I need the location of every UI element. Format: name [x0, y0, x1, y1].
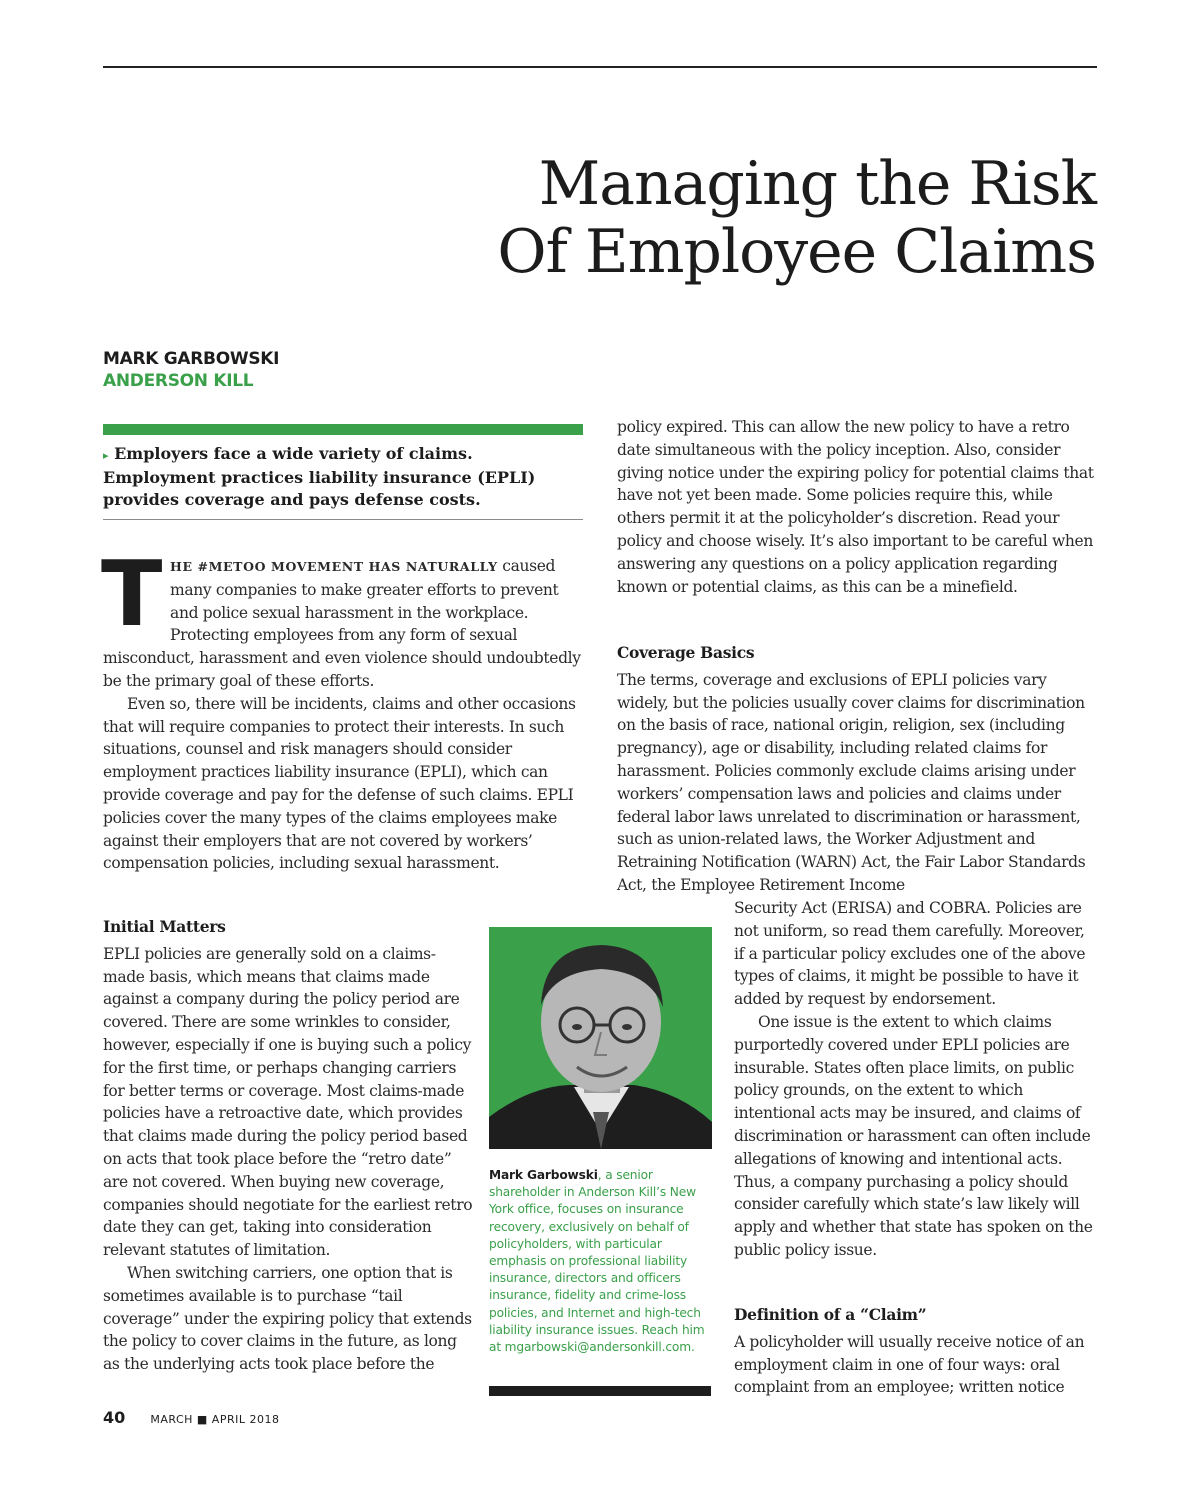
coverage-basics-continued: [734, 897, 1099, 1262]
deck: [103, 443, 573, 511]
continued-paragraph: policy expired. This can allow the new policy to have a retro date simultaneous with the policy inception. Also, consider giving notice under the expiring policy for potential claims that have not yet been made. Some policies require this, while others permit it at the policyholder’s discretion. Read your policy and choose wisely. It’s also important to be careful when answering any questions on a policy application regarding known or potential claims, as this can be a minefield.: [617, 418, 1094, 596]
intro-paragraph-1: [101, 542, 583, 693]
initial-matters-paragraph-1: EPLI policies are generally sold on a claims-made basis, which means that claims made against a company during the policy period are covered. There are some wrinkles to consider, however, especially if one is buying such a policy for the first time, or perhaps changing carriers for better terms or coverage. Most claims-made policies have a retroactive date, which provides that claims made during the policy period based on acts that took place before the “retro date” are not covered. When buying new coverage, companies should negotiate for the earliest retro date they can get, taking into consideration relevant statutes of limitation.: [103, 944, 473, 1260]
page-number: 40: [103, 1408, 126, 1427]
page-footer: [103, 1408, 279, 1427]
initial-matters-heading: Initial Matters: [103, 917, 226, 936]
lead-in: HE #METOO MOVEMENT HAS NATURALLY: [170, 559, 498, 574]
coverage-basics-section: [617, 642, 1097, 897]
initial-matters-paragraph-2: When switching carriers, one option that is sometimes available is to purchase “tail coverage” under the expiring policy that extends the policy to cover claims in the future, as long as the underlying acts took place before the: [103, 1263, 472, 1374]
deck-accent-bar: [103, 424, 583, 435]
initial-matters-section: [103, 916, 475, 1376]
caption-author-name: Mark Garbowski: [489, 1168, 598, 1182]
coverage-basics-paragraph-1-cont: Security Act (ERISA) and COBRA. Policies are not uniform, so read them carefully. Moreover, if a particular policy excludes one of the above types of claims, it might be possible to have it added by request by endorsement.: [734, 899, 1086, 1009]
deck-text: Employers face a wide variety of claims. Employment practices liability insurance (EPLI) provides coverage and pays defense costs.: [103, 444, 536, 509]
article-title: [497, 150, 1096, 286]
issue-date: MARCH ■ APRIL 2018: [150, 1413, 280, 1426]
deck-divider: [103, 519, 583, 520]
coverage-basics-paragraph-2: One issue is the extent to which claims purportedly covered under EPLI policies are insurable. States often place limits, on public policy grounds, on the extent to which intentional acts may be insured, and claims of discrimination or harassment can often include allegations of knowing and intentional acts. Thus, a company purchasing a policy should consider carefully which state’s law likely will apply and whether that state has spoken on the public policy issue.: [734, 1012, 1093, 1259]
portrait-illustration: [489, 927, 712, 1149]
title-line-2: Of Employee Claims: [497, 217, 1096, 287]
author-firm: ANDERSON KILL: [103, 371, 254, 391]
author-caption: [489, 1167, 711, 1356]
author-photo: [489, 927, 712, 1149]
coverage-basics-heading: Coverage Basics: [617, 643, 755, 662]
byline: [103, 348, 279, 392]
top-rule: [103, 66, 1097, 68]
intro-paragraph-2: Even so, there will be incidents, claims and other occasions that will require companies to protect their interests. In such situations, counsel and risk managers should consider employment practices liability insurance (EPLI), which can provide coverage and pay for the defense of such claims. EPLI policies cover the many types of the claims employees make against their employers that are not covered by workers’ compensation policies, including sexual harassment.: [103, 694, 576, 873]
intro-section: [101, 542, 583, 875]
caption-bar: [489, 1386, 711, 1396]
intro-p1-text: caused many companies to make greater efforts to prevent and police sexual harassment in the workplace. Protecting employees from any form of sexual misconduct, harassment and even violence should undoubtedly be the primary goal of these efforts.: [103, 557, 581, 690]
definition-paragraph-1: A policyholder will usually receive notice of an employment claim in one of four ways: oral complaint from an employee; written notice: [734, 1332, 1085, 1397]
definition-heading: Definition of a “Claim”: [734, 1305, 927, 1324]
author-name: MARK GARBOWSKI: [103, 349, 280, 369]
right-column-top: [617, 416, 1097, 598]
definition-section: [734, 1304, 1099, 1399]
title-line-1: Managing the Risk: [538, 149, 1096, 219]
drop-cap: T: [101, 542, 163, 647]
caption-bio: , a senior shareholder in Anderson Kill’s New York office, focuses on insurance recovery, exclusively on behalf of policyholders, with particular emphasis on professional liability insurance, directors and officers insurance, fidelity and crime-loss policies, and Internet and high-tech liability insurance issues. Reach him at mgarbowski@andersonkill.com.: [489, 1168, 705, 1355]
triangle-bullet-icon: ▸: [103, 449, 109, 462]
coverage-basics-paragraph-1: The terms, coverage and exclusions of EPLI policies vary widely, but the policies usually cover claims for discrimination on the basis of race, national origin, religion, sex (including pregnancy), age or disability, including related claims for harassment. Policies commonly exclude claims arising under workers’ compensation laws and policies and claims under federal labor laws unrelated to discrimination or harassment, such as union-related laws, the Worker Adjustment and Retraining Notification (WARN) Act, the Fair Labor Standards Act, the Employee Retirement Income: [617, 670, 1086, 894]
